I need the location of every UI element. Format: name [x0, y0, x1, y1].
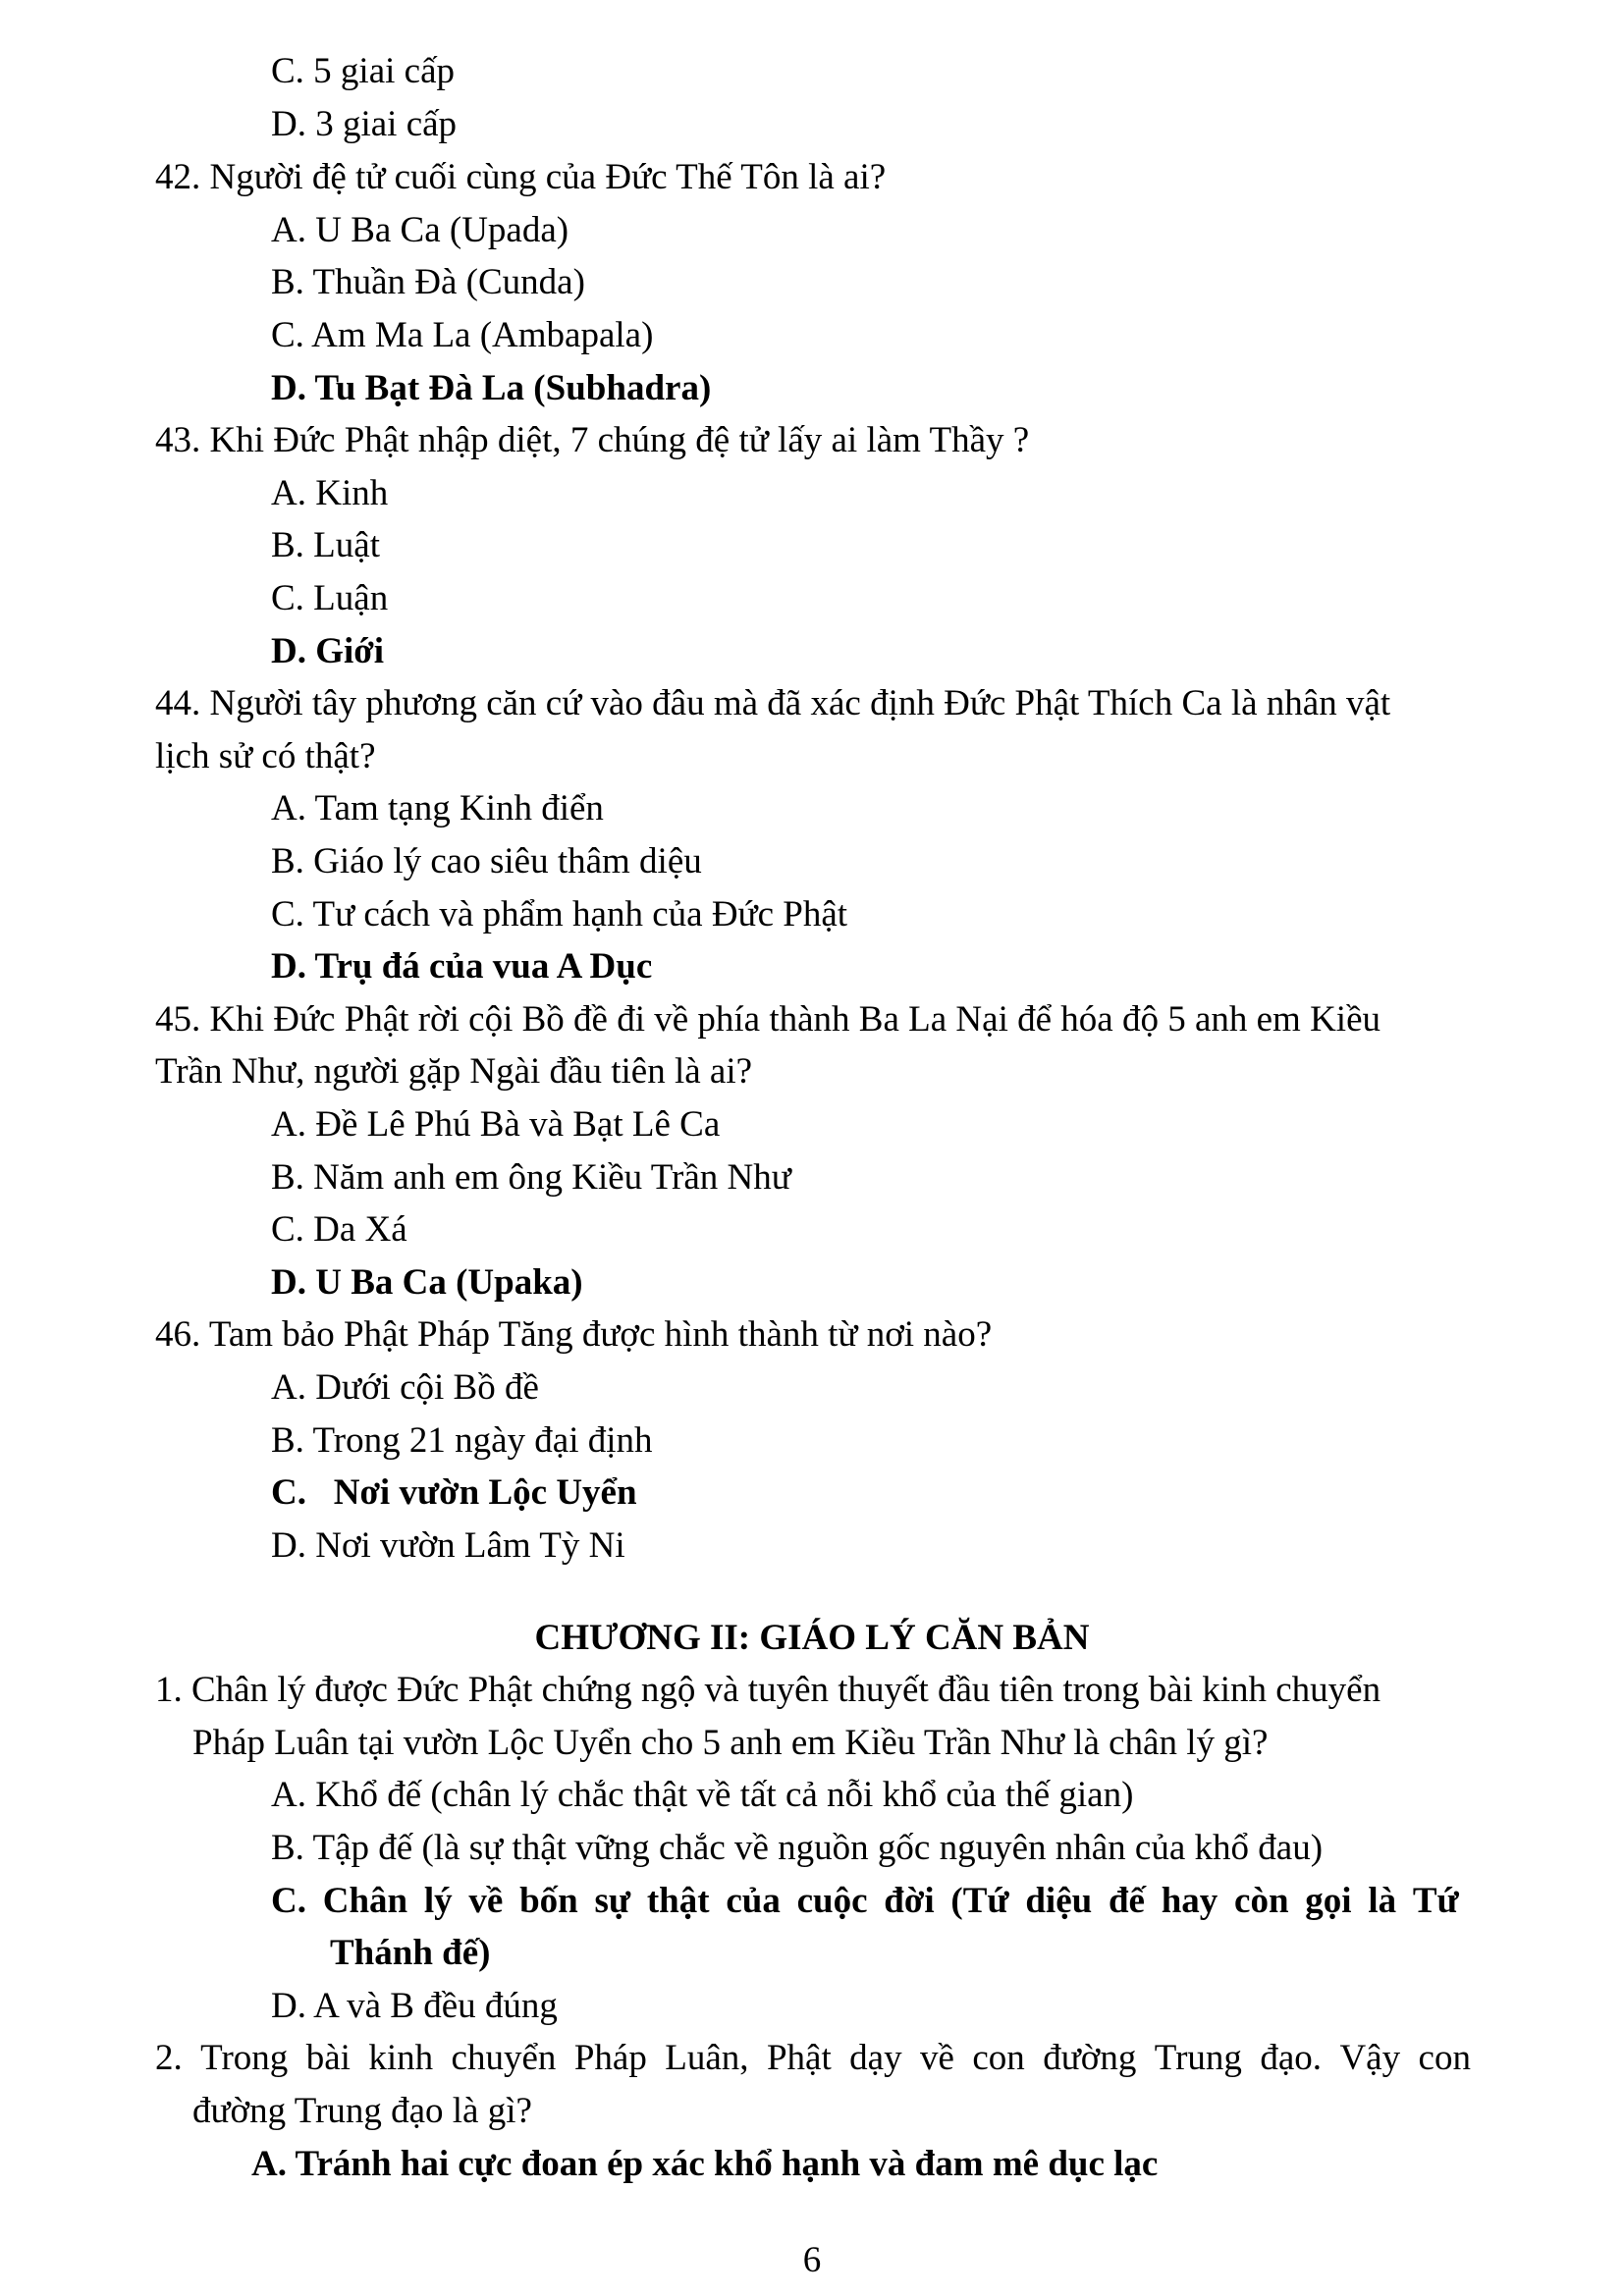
- word: con: [972, 2038, 1025, 2078]
- option-d-answer: D. Tu Bạt Đà La (Subhadra): [271, 368, 712, 408]
- option-c: C. 5 giai cấp: [271, 51, 456, 91]
- question-45-line2: Trần Như, người gặp Ngài đầu tiên là ai?: [155, 1051, 753, 1092]
- word: Trung: [1154, 2038, 1242, 2078]
- question-46: 46. Tam bảo Phật Pháp Tăng được hình thành từ nơi nào?: [155, 1314, 993, 1355]
- option-b: B. Thuần Đà (Cunda): [271, 262, 585, 302]
- word: Chân: [322, 1881, 408, 1921]
- chapter2-question-2-line1: [155, 2034, 1471, 2083]
- word: dạy: [849, 2038, 902, 2078]
- option-c-answer: C. Nơi vườn Lộc Uyển: [271, 1472, 637, 1513]
- word: (Tứ: [950, 1881, 1009, 1921]
- word: bốn: [519, 1881, 578, 1921]
- option-d-answer: D. U Ba Ca (Upaka): [271, 1262, 583, 1303]
- option-c: C. Tư cách và phẩm hạnh của Đức Phật: [271, 894, 848, 934]
- question-44-line2: lịch sử có thật?: [155, 736, 376, 776]
- word: thật: [646, 1881, 710, 1921]
- word: sự: [594, 1881, 631, 1921]
- chapter2-question-1-line1: 1. Chân lý được Đức Phật chứng ngộ và tuyên thuyết đầu tiên trong bài kinh chuyển: [155, 1670, 1381, 1710]
- option-d: D. A và B đều đúng: [271, 1986, 558, 2026]
- option-d-answer: D. Trụ đá của vua A Dục: [271, 946, 653, 987]
- option-c-answer-line2: Thánh đế): [330, 1933, 491, 1973]
- word: Vậy: [1339, 2038, 1401, 2078]
- word: còn: [1234, 1881, 1289, 1921]
- word: đạo.: [1260, 2038, 1323, 2078]
- option-a: A. U Ba Ca (Upada): [271, 210, 569, 250]
- page-number: 6: [802, 2240, 822, 2280]
- word: về: [920, 2038, 954, 2078]
- word: hay: [1161, 1881, 1218, 1921]
- option-a: A. Dưới cội Bồ đề: [271, 1367, 539, 1408]
- option-a: A. Tam tạng Kinh điển: [271, 788, 604, 828]
- question-45-line1: 45. Khi Đức Phật rời cội Bồ đề đi về phía thành Ba La Nại để hóa độ 5 anh em Kiều: [155, 999, 1380, 1040]
- option-b: B. Tập đế (là sự thật vững chắc về nguồn gốc nguyên nhân của khổ đau): [271, 1828, 1324, 1868]
- word: đế: [1108, 1881, 1145, 1921]
- word: của: [726, 1881, 781, 1921]
- question-44-line1: 44. Người tây phương căn cứ vào đâu mà đã xác định Đức Phật Thích Ca là nhân vật: [155, 683, 1391, 723]
- word: C.: [271, 1881, 306, 1921]
- option-c: C. Am Ma La (Ambapala): [271, 315, 654, 355]
- word: đường: [1043, 2038, 1137, 2078]
- word: con: [1418, 2038, 1471, 2078]
- option-d: D. Nơi vườn Lâm Tỳ Ni: [271, 1525, 625, 1566]
- word: Trong: [200, 2038, 289, 2078]
- option-c: C. Luận: [271, 578, 389, 618]
- option-a: A. Khổ đế (chân lý chắc thật về tất cả nỗi khổ của thế gian): [271, 1775, 1134, 1815]
- word: chuyển: [451, 2038, 557, 2078]
- word: diệu: [1025, 1881, 1093, 1921]
- word: Pháp: [573, 2038, 647, 2078]
- word: cuộc: [796, 1881, 868, 1921]
- question-43: 43. Khi Đức Phật nhập diệt, 7 chúng đệ tử lấy ai làm Thầy ?: [155, 420, 1030, 460]
- word: Phật: [766, 2038, 832, 2078]
- chapter2-question-2-line2: đường Trung đạo là gì?: [192, 2091, 532, 2131]
- word: là: [1368, 1881, 1397, 1921]
- option-c-answer-line1: [271, 1877, 1459, 1926]
- option-a: A. Kinh: [271, 473, 389, 513]
- chapter-heading: CHƯƠNG II: GIÁO LÝ CĂN BẢN: [534, 1618, 1090, 1658]
- word: Tứ: [1412, 1881, 1459, 1921]
- word: 2.: [155, 2038, 183, 2078]
- option-b: B. Luật: [271, 525, 380, 565]
- word: Luân,: [665, 2038, 749, 2078]
- option-b: B. Trong 21 ngày đại định: [271, 1420, 653, 1461]
- option-a-answer: A. Tránh hai cực đoan ép xác khổ hạnh và đam mê dục lạc: [251, 2144, 1159, 2184]
- word: gọi: [1305, 1881, 1352, 1921]
- word: về: [468, 1881, 504, 1921]
- option-a: A. Đề Lê Phú Bà và Bạt Lê Ca: [271, 1104, 721, 1145]
- word: kinh: [368, 2038, 434, 2078]
- word: bài: [305, 2038, 351, 2078]
- chapter2-question-1-line2: Pháp Luân tại vườn Lộc Uyển cho 5 anh em Kiều Trần Như là chân lý gì?: [192, 1723, 1269, 1763]
- option-c: C. Da Xá: [271, 1209, 407, 1250]
- word: đời: [884, 1881, 935, 1921]
- option-d: D. 3 giai cấp: [271, 104, 458, 144]
- option-b: B. Năm anh em ông Kiều Trần Như: [271, 1157, 791, 1198]
- option-b: B. Giáo lý cao siêu thâm diệu: [271, 841, 702, 881]
- question-42: 42. Người đệ tử cuối cùng của Đức Thế Tôn là ai?: [155, 157, 887, 197]
- option-d-answer: D. Giới: [271, 631, 385, 671]
- word: lý: [423, 1881, 453, 1921]
